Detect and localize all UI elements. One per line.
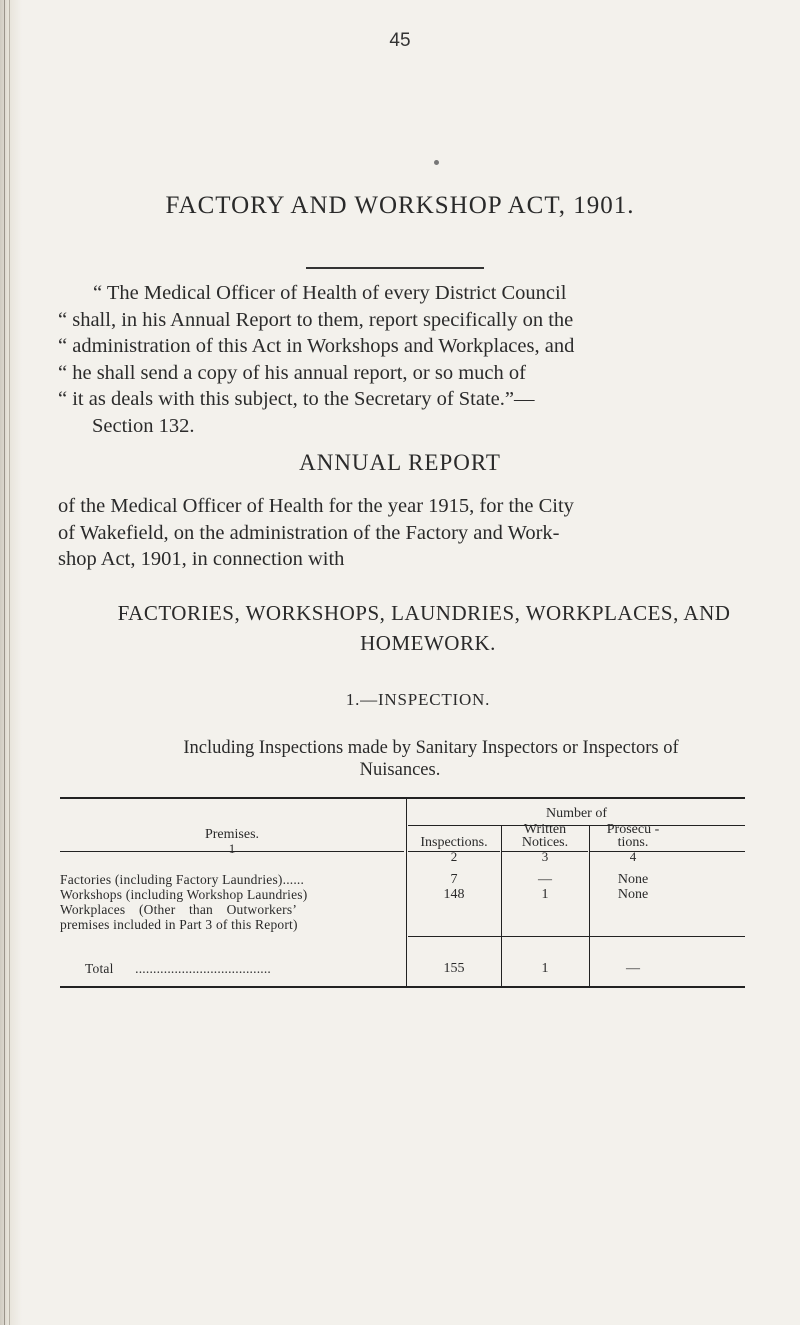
table-row-label: Factories (including Factory Laundries)......: [60, 872, 305, 887]
section-heading: 1.—INSPECTION.: [345, 690, 491, 709]
group-header: Number of: [545, 806, 608, 821]
table-cell: —: [538, 872, 552, 887]
quote-line: “ administration of this Act in Workshops and Workplaces, and: [58, 335, 575, 357]
report-line: of the Medical Officer of Health for the year 1915, for the City: [58, 495, 574, 517]
column-header-prosecutions: Prosecu -: [606, 822, 660, 837]
premises-heading-line: HOMEWORK.: [360, 631, 496, 655]
quote-line: “ The Medical Officer of Health of every District Council: [93, 282, 567, 304]
intro-line: Nuisances.: [359, 760, 441, 780]
column-number: 3: [541, 849, 549, 864]
column-header-prosecutions: tions.: [617, 835, 649, 850]
annual-report-heading: ANNUAL REPORT: [299, 450, 501, 475]
table-bottom-rule: [60, 986, 745, 988]
total-notices: 1: [541, 961, 549, 976]
page-number: 45: [389, 30, 411, 51]
intro-line: Including Inspections made by Sanitary Inspectors or Inspectors of: [183, 738, 679, 758]
table-cell: 1: [541, 887, 549, 902]
table-cell: None: [617, 887, 649, 902]
column-header-inspections: Inspections.: [420, 835, 488, 850]
column-divider: [406, 799, 407, 987]
column-header-notices: Written: [523, 822, 567, 837]
column-header-notices: Notices.: [521, 835, 569, 850]
total-rule: [408, 936, 745, 937]
report-line: of Wakefield, on the administration of the Factory and Work-: [58, 521, 560, 544]
table-top-rule: [60, 797, 745, 799]
column-number: 4: [629, 849, 637, 864]
table-row-label: Workplaces (Other than Outworkers’: [60, 902, 298, 917]
act-title: FACTORY AND WORKSHOP ACT, 1901.: [165, 192, 635, 219]
column-number: 2: [450, 849, 458, 864]
quote-line: “ it as deals with this subject, to the Secretary of State.”—: [58, 388, 535, 410]
table-cell: 148: [443, 887, 465, 902]
total-inspections: 155: [443, 961, 465, 976]
table-row-label: premises included in Part 3 of this Report): [60, 917, 298, 932]
column-number: 1: [228, 841, 236, 856]
total-label: [85, 961, 403, 976]
column-header-premises: Premises.: [204, 827, 260, 842]
quote-section-ref: Section 132.: [92, 414, 195, 437]
premises-heading-line: FACTORIES, WORKSHOPS, LAUNDRIES, WORKPLACES, AND: [117, 601, 731, 625]
quote-line: “ shall, in his Annual Report to them, report specifically on the: [58, 308, 574, 331]
table-row-label: Workshops (including Workshop Laundries): [60, 887, 308, 902]
quote-line: “ he shall send a copy of his annual report, or so much of: [58, 361, 526, 384]
total-leader: ......................................: [135, 961, 271, 976]
total-label-text: Total: [85, 961, 114, 976]
table-cell: 7: [450, 872, 458, 887]
report-line: shop Act, 1901, in connection with: [58, 548, 345, 570]
total-prosecutions: —: [626, 961, 640, 976]
table-cell: None: [617, 872, 649, 887]
